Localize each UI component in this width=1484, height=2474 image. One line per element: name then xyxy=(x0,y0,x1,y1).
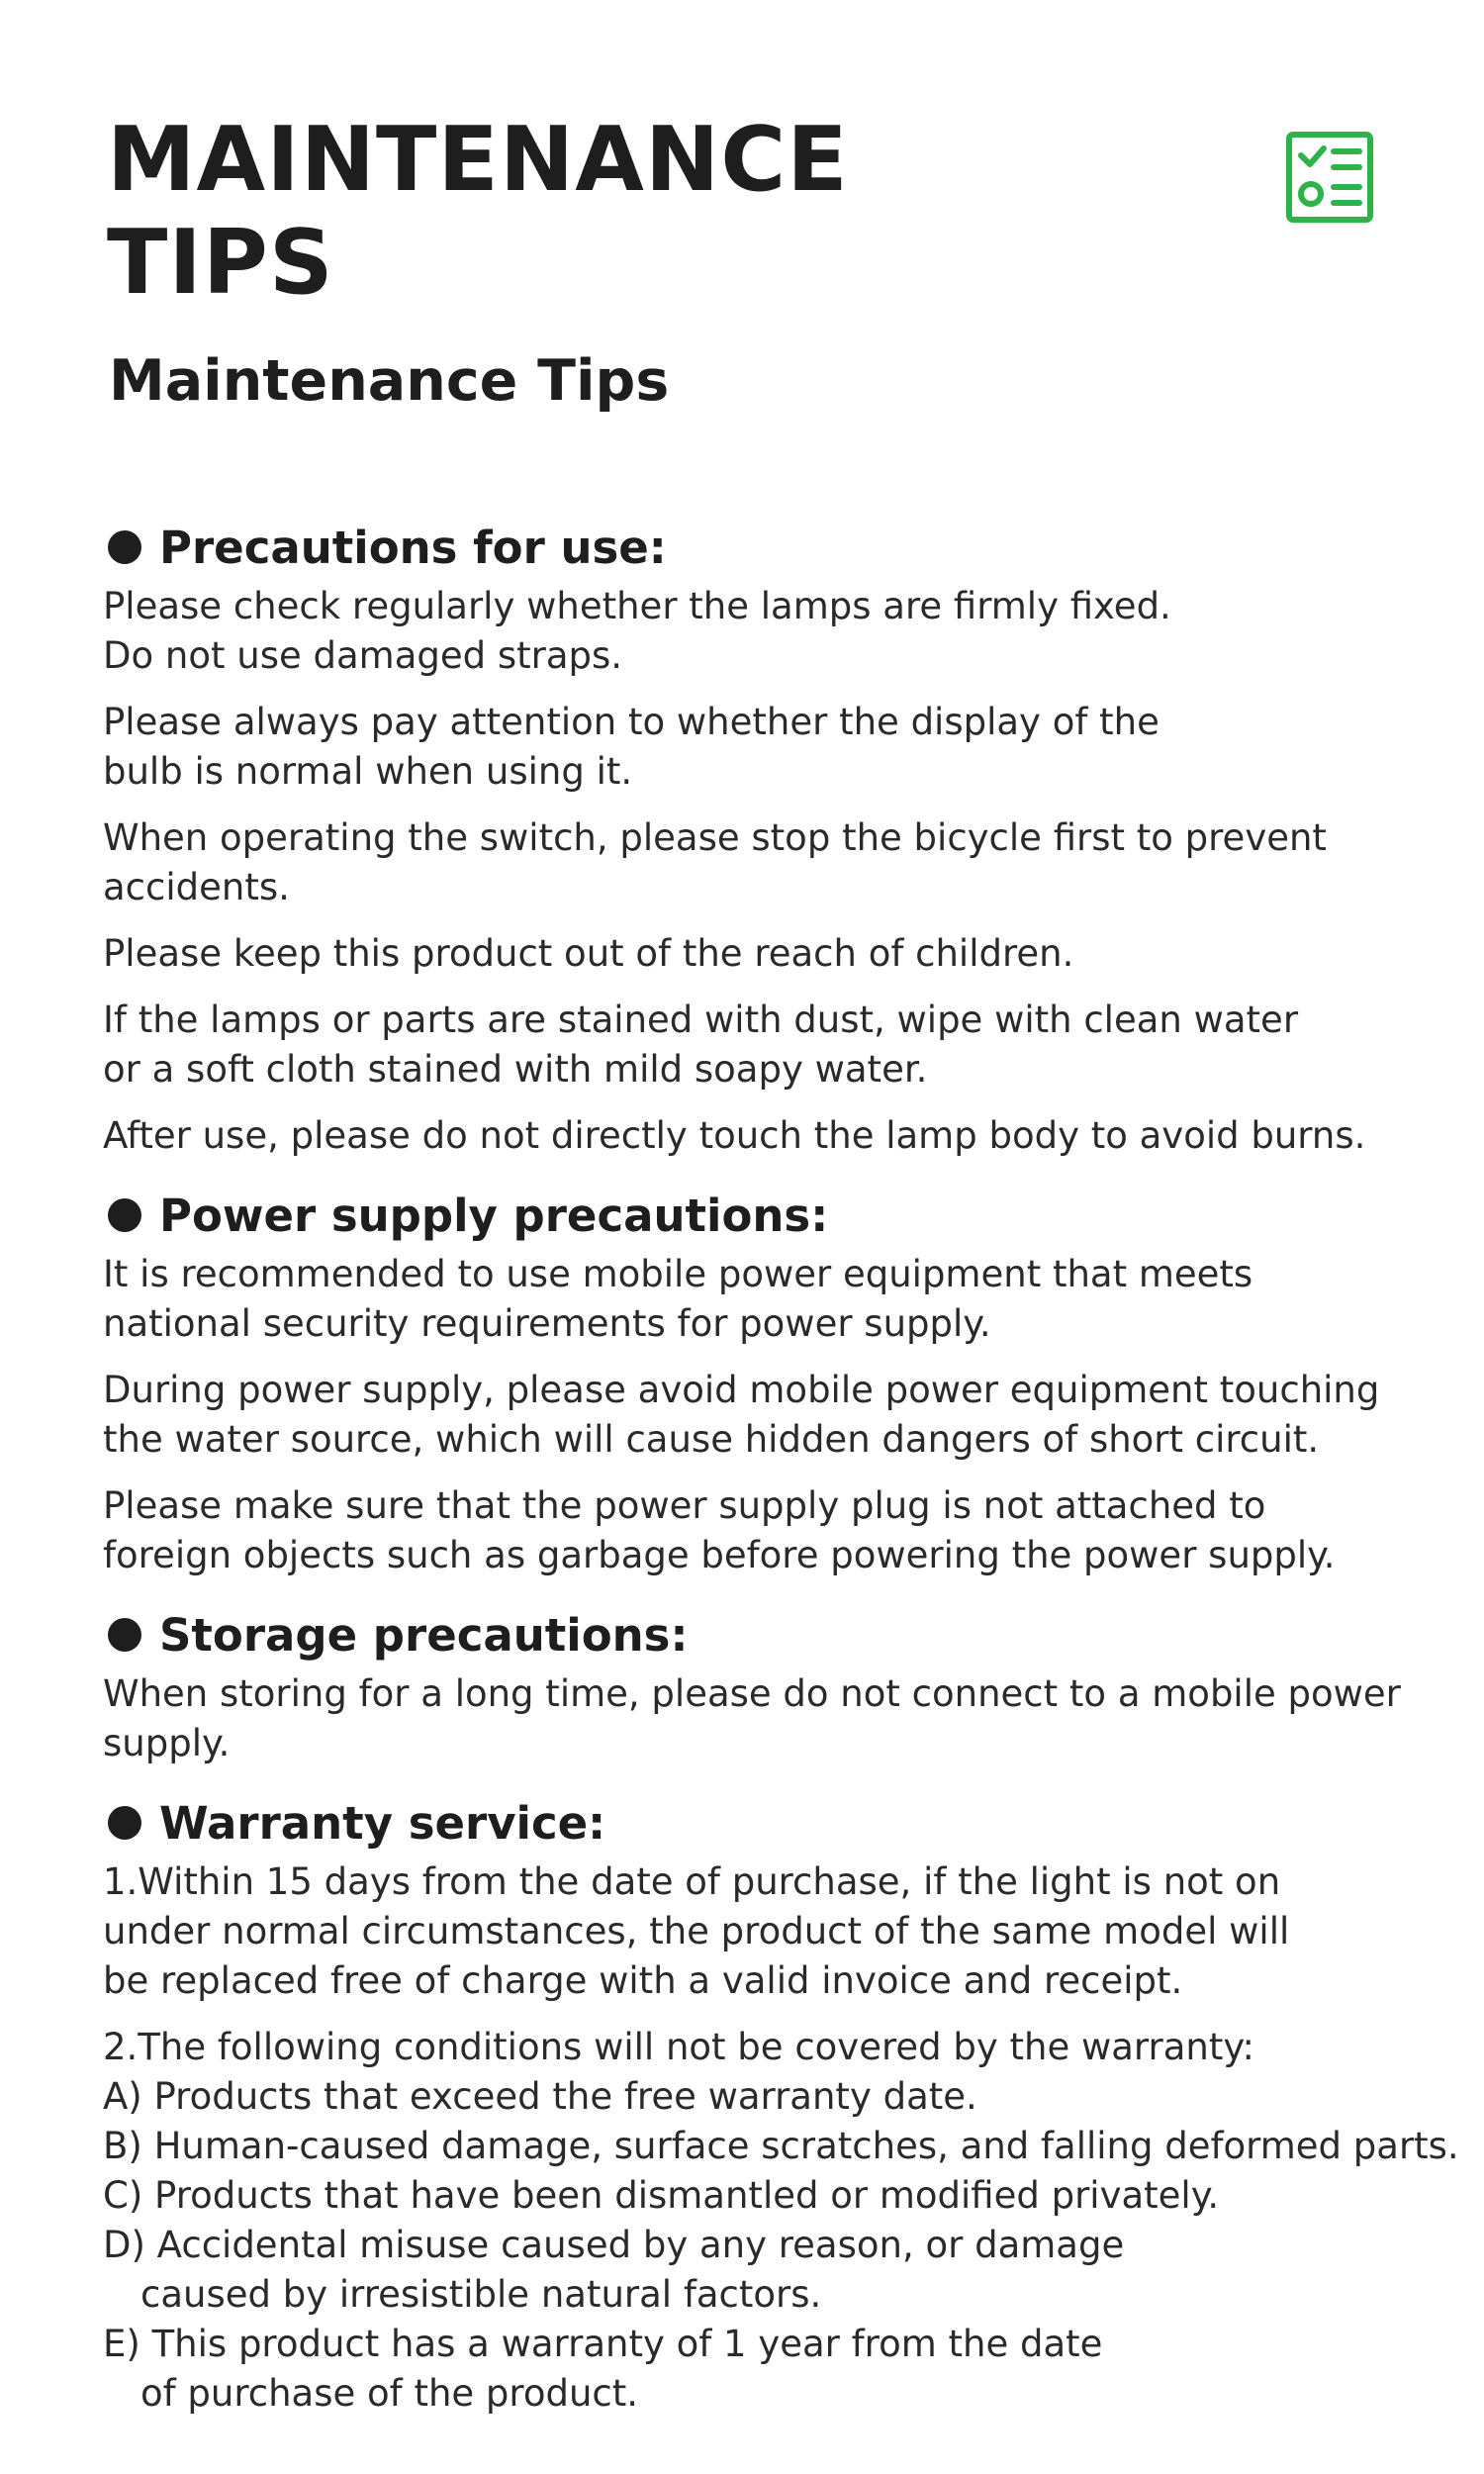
paragraph: When operating the switch, please stop the bicycle first to prevent accidents. xyxy=(103,816,1327,908)
warranty-exclusion-item: A) Products that exceed the free warranty date. xyxy=(103,2075,977,2118)
section-heading xyxy=(103,1181,1468,1250)
page-title xyxy=(107,109,849,315)
section-power-supply-precautions xyxy=(103,1181,1468,1580)
page-title-line-1: MAINTENANCE xyxy=(107,108,849,212)
section-heading xyxy=(103,1788,1468,1857)
paragraph: If the lamps or parts are stained with dust, wipe with clean water or a soft cloth stained with mild soapy water. xyxy=(103,999,1299,1091)
paragraph: 2.The following conditions will not be covered by the warranty: xyxy=(103,2026,1255,2068)
paragraph: After use, please do not directly touch the lamp body to avoid burns. xyxy=(103,1114,1366,1157)
warranty-exclusion-item: B) Human-caused damage, surface scratches, and falling deformed parts. xyxy=(103,2125,1459,2167)
warranty-exclusion-item: C) Products that have been dismantled or modified privately. xyxy=(103,2174,1220,2217)
section-heading xyxy=(103,1600,1468,1669)
paragraph: 1.Within 15 days from the date of purchase, if the light is not on under normal circumstances, the product of the same model will be replaced free of charge with a valid invoice and receipt. xyxy=(103,1860,1290,2002)
section-heading-text: Precautions for use: xyxy=(159,521,667,574)
tips-content xyxy=(103,513,1468,2438)
paragraph: During power supply, please avoid mobile power equipment touching the water source, which will cause hidden dangers of short circuit. xyxy=(103,1369,1380,1461)
checklist-icon xyxy=(1286,132,1373,223)
warranty-exclusion-item: E) This product has a warranty of 1 year from the date of purchase of the product. xyxy=(103,2323,1103,2415)
section-precautions-for-use xyxy=(103,513,1468,1161)
paragraph: Please make sure that the power supply plug is not attached to foreign objects such as garbage before powering the power supply. xyxy=(103,1484,1336,1576)
page-subtitle: Maintenance Tips xyxy=(109,348,670,414)
paragraph: Please check regularly whether the lamps are firmly fixed. Do not use damaged straps. xyxy=(103,585,1171,677)
bullet-icon xyxy=(108,530,141,564)
page-title-line-2: TIPS xyxy=(107,211,334,315)
section-heading-text: Power supply precautions: xyxy=(159,1189,829,1242)
paragraph: Please keep this product out of the reach of children. xyxy=(103,932,1074,975)
warranty-exclusion-item: D) Accidental misuse caused by any reason, or damage caused by irresistible natural factors. xyxy=(103,2224,1125,2316)
section-heading-text: Storage precautions: xyxy=(159,1608,689,1662)
paragraph: When storing for a long time, please do not connect to a mobile power supply. xyxy=(103,1672,1401,1764)
paragraph: It is recommended to use mobile power equipment that meets national security requirements for power supply. xyxy=(103,1253,1253,1345)
section-heading-text: Warranty service: xyxy=(159,1796,606,1850)
paragraph: Please always pay attention to whether the display of the bulb is normal when using it. xyxy=(103,701,1159,793)
bullet-icon xyxy=(108,1198,141,1232)
bullet-icon xyxy=(108,1806,141,1840)
section-storage-precautions xyxy=(103,1600,1468,1768)
section-heading xyxy=(103,513,1468,582)
section-warranty-service xyxy=(103,1788,1468,2419)
bullet-icon xyxy=(108,1618,141,1652)
